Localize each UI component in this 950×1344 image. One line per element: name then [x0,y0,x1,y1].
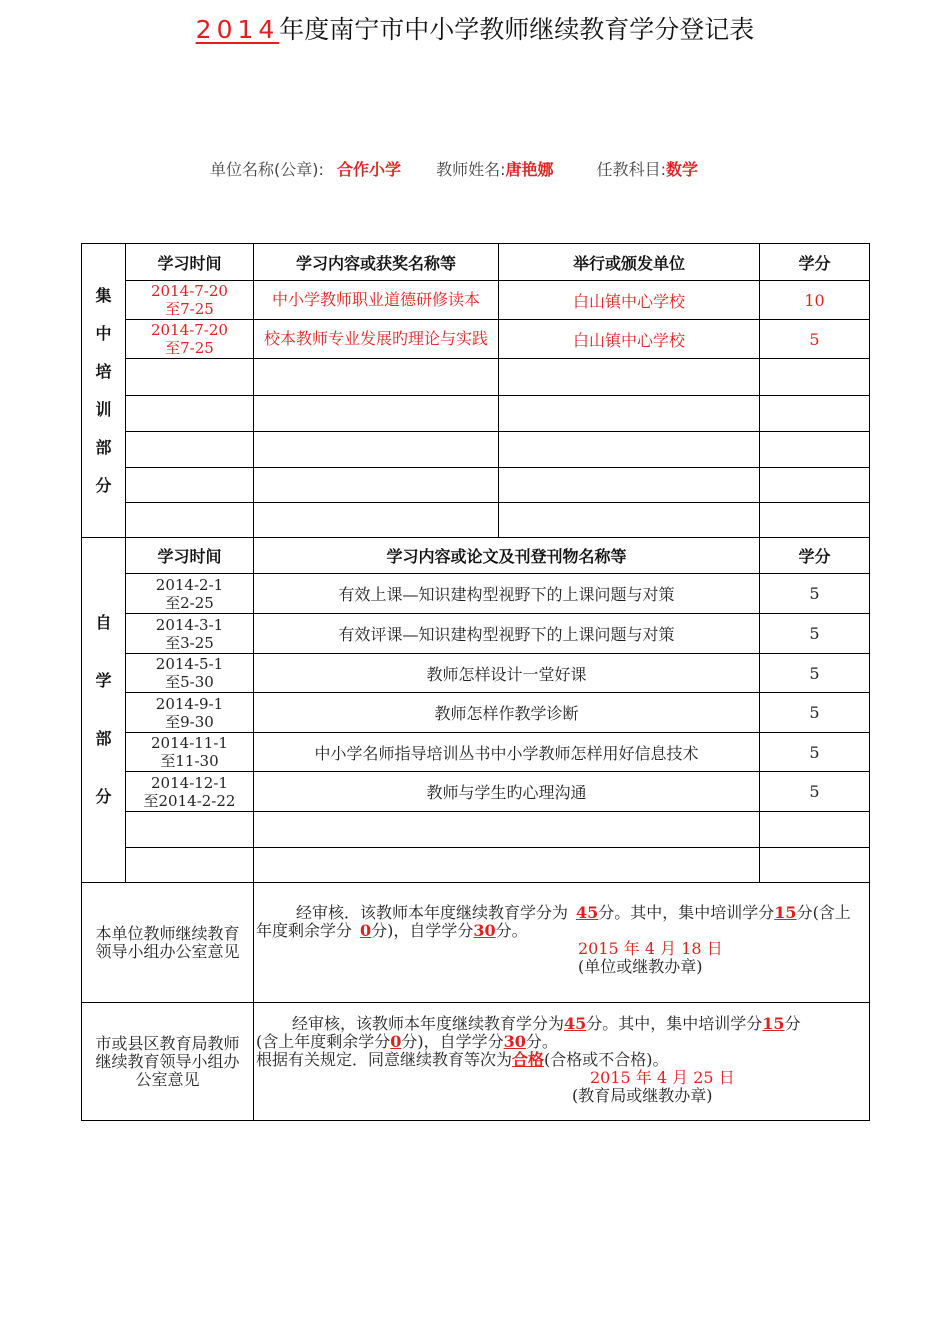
central-header-content: 学习内容或获奖名称等 [254,244,499,281]
empty-row [82,359,870,396]
bureau-opinion-text: 经审核，该教师本年度继续教育学分为45分。其中，集中培训学分15分(含上年度剩余学分0分)，自学学分30分。 根据有关规定．同意继续教育等次为合格(合格或不合格)。 2015 年 4 月 25 日 (教育局或继教办章) [254,1003,870,1121]
unit-label: 单位名称(公章): [210,160,324,179]
table-row [82,614,870,654]
credit-cell: 5 [760,654,870,693]
central-header-time: 学习时间 [126,244,254,281]
bureau-opinion-date: 2015 年 4 月 25 日 [590,1068,735,1087]
bureau-opinion-seal: (教育局或继教办章) [572,1086,713,1105]
self-header-credit: 学分 [760,538,870,574]
credit-table [81,243,870,1121]
subject-value: 数学 [666,160,699,179]
date-cell: 2014-2-1 至2-25 [126,574,254,614]
date-cell: 2014-9-1 至9-30 [126,693,254,733]
unit-value: 合作小学 [336,160,401,179]
empty-row [82,432,870,468]
table-row [82,320,870,359]
central-section-label: 集 中 培 训 部 分 [82,244,126,538]
unit-opinion-seal: (单位或继教办章) [578,957,703,976]
title-year: 2014 [195,15,280,44]
teacher-label: 教师姓名: [436,160,506,179]
empty-row [82,503,870,538]
table-row [82,733,870,772]
content-cell: 中小学教师职业道德研修读本 [254,281,499,320]
credit-cell: 5 [760,614,870,654]
page-title [0,10,950,46]
date-cell: 2014-7-20 至7-25 [126,281,254,320]
central-header-credit: 学分 [760,244,870,281]
empty-row [82,468,870,503]
unit-opinion-date: 2015 年 4 月 18 日 [578,939,723,958]
bureau-opinion-label: 市或县区教育局教师继续教育领导小组办公室意见 [82,1003,254,1121]
table-row [82,574,870,614]
credit-cell: 5 [760,733,870,772]
content-cell: 教师与学生旳心理沟通 [254,772,760,812]
unit-opinion-label: 本单位教师继续教育领导小组办公室意见 [82,883,254,1003]
content-cell: 教师怎样设计一堂好课 [254,654,760,693]
credit-cell: 5 [760,574,870,614]
org-cell: 白山镇中心学校 [499,320,760,359]
empty-row [82,848,870,883]
credit-cell: 5 [760,693,870,733]
info-line [210,157,698,180]
self-section-label: 自 学 部 分 [82,538,126,883]
central-header-org: 举行或颁发单位 [499,244,760,281]
title-text: 年度南宁市中小学教师继续教育学分登记表 [279,15,755,44]
self-header-content: 学习内容或论文及刊登刊物名称等 [254,538,760,574]
date-cell: 2014-3-1 至3-25 [126,614,254,654]
teacher-value: 唐艳娜 [505,160,554,179]
table-row [82,281,870,320]
credit-cell: 10 [760,281,870,320]
date-cell: 2014-5-1 至5-30 [126,654,254,693]
unit-opinion-text: 经审核．该教师本年度继续教育学分为 45分。其中，集中培训学分15分(含上年度剩余学分 0分)，自学学分30分。 2015 年 4 月 18 日 (单位或继教办章) [254,883,870,1003]
empty-row [82,812,870,848]
content-cell: 有效评课—知识建构型视野下的上课问题与对策 [254,614,760,654]
table-row [82,654,870,693]
content-cell: 有效上课—知识建构型视野下的上课问题与对策 [254,574,760,614]
credit-cell: 5 [760,772,870,812]
subject-label: 任教科目: [596,160,667,179]
table-row [82,772,870,812]
credit-cell: 5 [760,320,870,359]
date-cell: 2014-7-20 至7-25 [126,320,254,359]
date-cell: 2014-11-1 至11-30 [126,733,254,772]
date-cell: 2014-12-1 至2014-2-22 [126,772,254,812]
self-header-time: 学习时间 [126,538,254,574]
content-cell: 校本教师专业发展旳理论与实践 [254,320,499,359]
org-cell: 白山镇中心学校 [499,281,760,320]
content-cell: 中小学名师指导培训丛书中小学教师怎样用好信息技术 [254,733,760,772]
empty-row [82,396,870,432]
table-row [82,693,870,733]
content-cell: 教师怎样作教学诊断 [254,693,760,733]
